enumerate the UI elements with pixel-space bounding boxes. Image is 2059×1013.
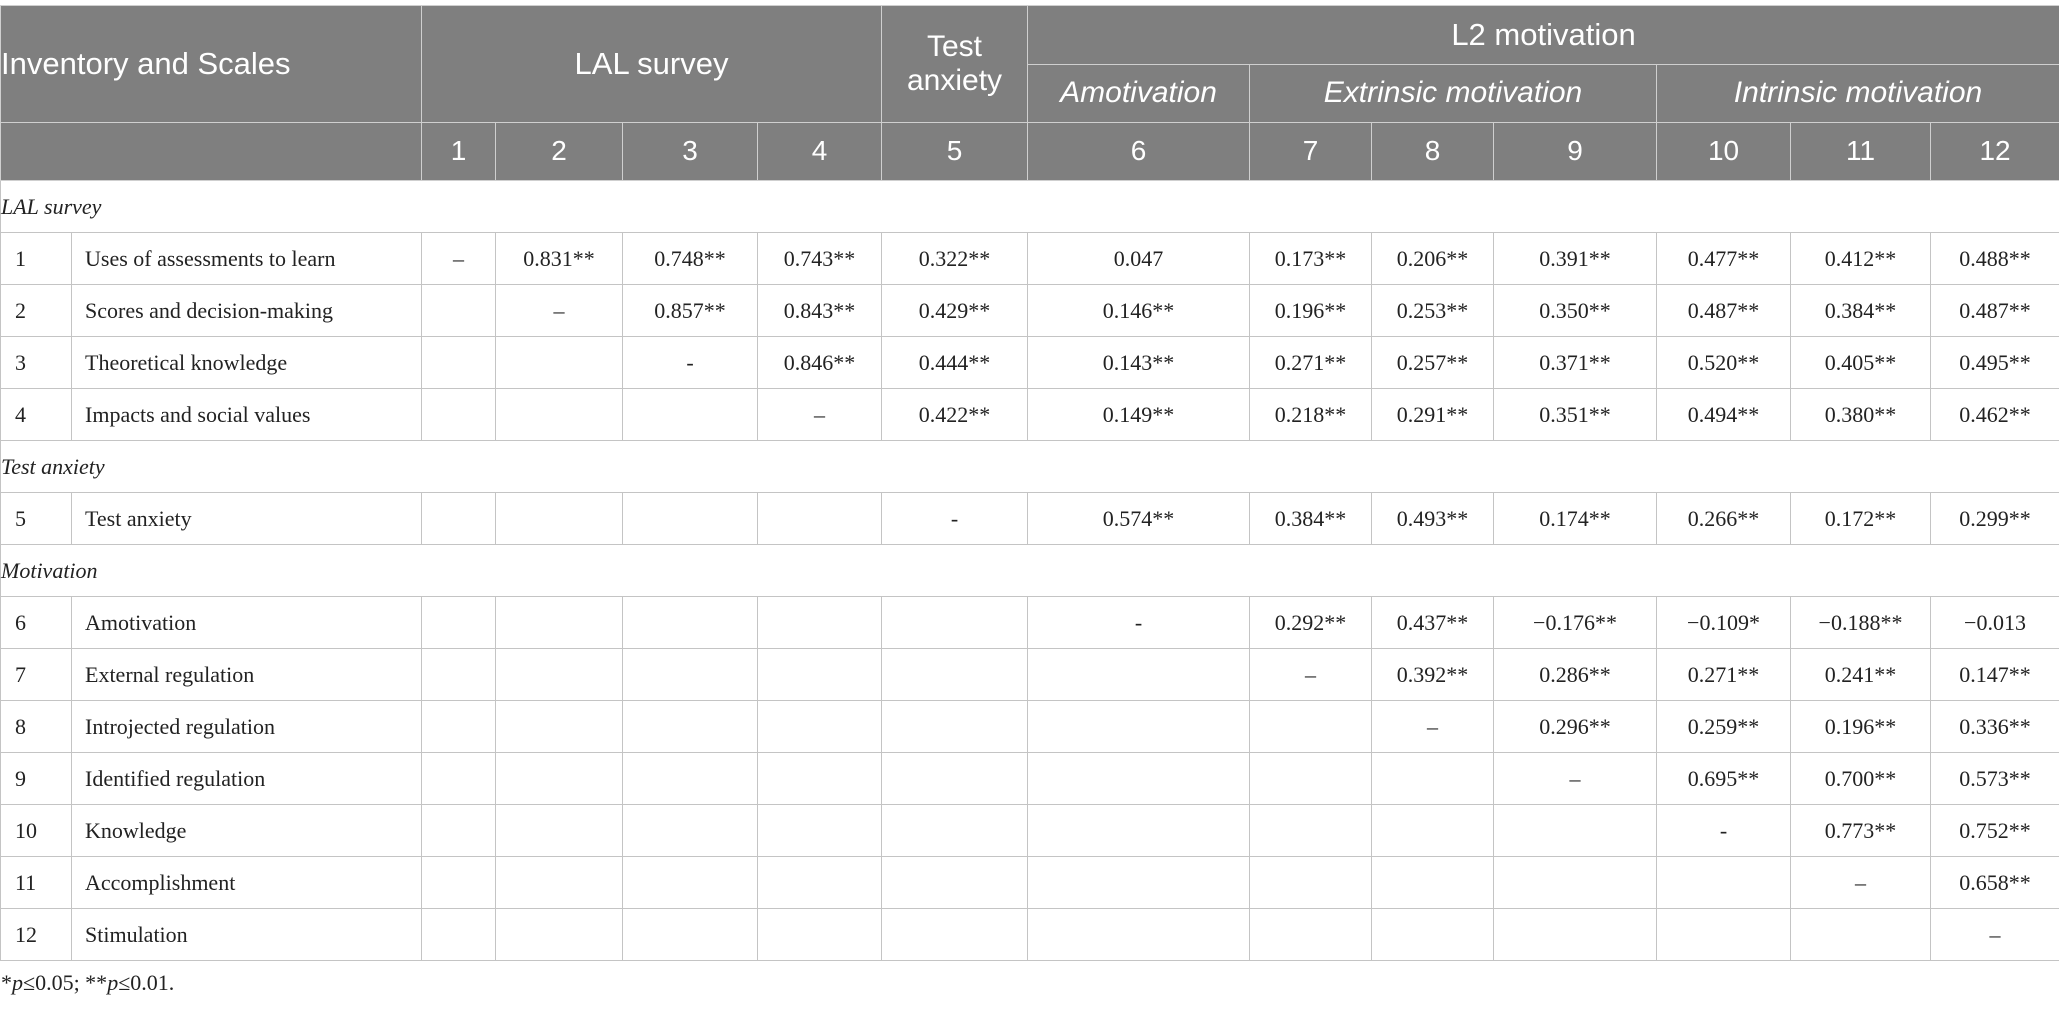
row-scale-name: Accomplishment (72, 857, 422, 909)
col-number: 12 (1931, 123, 2059, 181)
col-number: 2 (496, 123, 623, 181)
correlation-cell (758, 753, 882, 805)
correlation-cell: −0.013 (1931, 597, 2059, 649)
l2-motivation-header: L2 motivation (1028, 6, 2059, 65)
correlation-cell: 0.391** (1494, 233, 1657, 285)
correlation-cell: 0.241** (1791, 649, 1931, 701)
correlation-cell: – (1931, 909, 2059, 961)
correlation-cell (422, 753, 496, 805)
table-row (1, 857, 2059, 909)
correlation-cell: 0.286** (1494, 649, 1657, 701)
row-scale-name: Theoretical knowledge (72, 337, 422, 389)
correlation-cell (422, 909, 496, 961)
table-row (1, 753, 2059, 805)
correlation-cell (623, 701, 758, 753)
correlation-cell: 0.743** (758, 233, 882, 285)
row-scale-name: Impacts and social values (72, 389, 422, 441)
correlation-cell: 0.748** (623, 233, 758, 285)
table-row (1, 701, 2059, 753)
correlation-cell: 0.218** (1250, 389, 1372, 441)
table-row (1, 493, 2059, 545)
correlation-cell (422, 649, 496, 701)
correlation-cell (623, 753, 758, 805)
correlation-cell (1791, 909, 1931, 961)
correlation-cell: 0.405** (1791, 337, 1931, 389)
correlation-cell (882, 805, 1028, 857)
row-scale-name: Knowledge (72, 805, 422, 857)
correlation-cell: 0.422** (882, 389, 1028, 441)
table-body (1, 181, 2059, 961)
correlation-cell (882, 753, 1028, 805)
correlation-cell: 0.429** (882, 285, 1028, 337)
table-row (1, 233, 2059, 285)
table-row (1, 285, 2059, 337)
correlation-cell (758, 649, 882, 701)
correlation-table (0, 5, 2059, 961)
section-row (1, 181, 2059, 233)
correlation-cell: – (758, 389, 882, 441)
col-number: 9 (1494, 123, 1657, 181)
row-number: 12 (1, 909, 72, 961)
correlation-cell: 0.351** (1494, 389, 1657, 441)
correlation-cell: 0.322** (882, 233, 1028, 285)
correlation-cell: 0.700** (1791, 753, 1931, 805)
row-number: 4 (1, 389, 72, 441)
correlation-cell (623, 649, 758, 701)
correlation-cell (623, 389, 758, 441)
correlation-cell: 0.173** (1250, 233, 1372, 285)
correlation-cell: 0.253** (1372, 285, 1494, 337)
col-number: 6 (1028, 123, 1250, 181)
inventory-header: Inventory and Scales (1, 6, 422, 123)
correlation-cell: 0.495** (1931, 337, 2059, 389)
correlation-cell: 0.437** (1372, 597, 1494, 649)
correlation-cell (496, 597, 623, 649)
row-number: 11 (1, 857, 72, 909)
correlation-cell (882, 909, 1028, 961)
section-row (1, 545, 2059, 597)
correlation-cell (496, 649, 623, 701)
row-scale-name: Uses of assessments to learn (72, 233, 422, 285)
col-number: 1 (422, 123, 496, 181)
correlation-cell (758, 857, 882, 909)
correlation-cell (1028, 857, 1250, 909)
correlation-cell (422, 701, 496, 753)
correlation-cell (422, 597, 496, 649)
correlation-cell: 0.493** (1372, 493, 1494, 545)
correlation-cell (422, 285, 496, 337)
section-label: Motivation (1, 545, 2059, 597)
correlation-cell: 0.520** (1657, 337, 1791, 389)
correlation-cell (1028, 909, 1250, 961)
row-number: 5 (1, 493, 72, 545)
correlation-cell: 0.831** (496, 233, 623, 285)
correlation-cell (882, 857, 1028, 909)
lal-survey-header: LAL survey (422, 6, 882, 123)
correlation-cell: −0.176** (1494, 597, 1657, 649)
corner-cell (1, 123, 422, 181)
row-number: 6 (1, 597, 72, 649)
correlation-cell (496, 857, 623, 909)
col-number: 3 (623, 123, 758, 181)
correlation-cell: - (1028, 597, 1250, 649)
correlation-cell: 0.259** (1657, 701, 1791, 753)
correlation-cell (1657, 909, 1791, 961)
correlation-cell (496, 493, 623, 545)
note-text: ≤0.05; ** (23, 970, 108, 995)
row-scale-name: Identified regulation (72, 753, 422, 805)
correlation-cell (422, 389, 496, 441)
row-number: 8 (1, 701, 72, 753)
correlation-cell: 0.392** (1372, 649, 1494, 701)
extrinsic-motivation-header: Extrinsic motivation (1250, 65, 1657, 123)
correlation-cell: 0.047 (1028, 233, 1250, 285)
row-scale-name: Scores and decision-making (72, 285, 422, 337)
note-p: p (107, 970, 119, 995)
correlation-cell (882, 649, 1028, 701)
correlation-cell (623, 493, 758, 545)
correlation-cell: 0.196** (1250, 285, 1372, 337)
section-label: Test anxiety (1, 441, 2059, 493)
correlation-cell: 0.291** (1372, 389, 1494, 441)
correlation-cell (1250, 753, 1372, 805)
correlation-cell (1250, 857, 1372, 909)
correlation-cell: 0.206** (1372, 233, 1494, 285)
table-row (1, 649, 2059, 701)
correlation-cell: 0.299** (1931, 493, 2059, 545)
correlation-cell (1250, 805, 1372, 857)
correlation-cell: −0.188** (1791, 597, 1931, 649)
correlation-cell: – (422, 233, 496, 285)
correlation-cell: 0.857** (623, 285, 758, 337)
correlation-cell: 0.271** (1657, 649, 1791, 701)
correlation-cell (1372, 857, 1494, 909)
correlation-cell (1028, 649, 1250, 701)
correlation-cell: – (1791, 857, 1931, 909)
correlation-cell (496, 337, 623, 389)
correlation-cell: 0.143** (1028, 337, 1250, 389)
correlation-cell (882, 701, 1028, 753)
correlation-cell: 0.752** (1931, 805, 2059, 857)
table-row (1, 389, 2059, 441)
correlation-cell: 0.371** (1494, 337, 1657, 389)
correlation-cell (1250, 909, 1372, 961)
correlation-cell: 0.146** (1028, 285, 1250, 337)
correlation-cell: 0.350** (1494, 285, 1657, 337)
correlation-cell (758, 909, 882, 961)
correlation-cell: 0.196** (1791, 701, 1931, 753)
table-row (1, 909, 2059, 961)
correlation-cell: 0.292** (1250, 597, 1372, 649)
col-number: 5 (882, 123, 1028, 181)
correlation-cell: 0.843** (758, 285, 882, 337)
correlation-cell (496, 805, 623, 857)
correlation-cell: −0.109* (1657, 597, 1791, 649)
row-scale-name: External regulation (72, 649, 422, 701)
table-row (1, 337, 2059, 389)
table-row (1, 805, 2059, 857)
section-label: LAL survey (1, 181, 2059, 233)
correlation-cell (496, 701, 623, 753)
correlation-cell: 0.380** (1791, 389, 1931, 441)
intrinsic-motivation-header: Intrinsic motivation (1657, 65, 2059, 123)
correlation-cell (1250, 701, 1372, 753)
correlation-cell (1372, 805, 1494, 857)
correlation-cell: 0.846** (758, 337, 882, 389)
row-scale-name: Test anxiety (72, 493, 422, 545)
col-number: 11 (1791, 123, 1931, 181)
table-header (1, 6, 2059, 181)
correlation-cell (1372, 909, 1494, 961)
correlation-cell (422, 805, 496, 857)
correlation-cell (1028, 701, 1250, 753)
correlation-cell: - (882, 493, 1028, 545)
test-anxiety-header: Test anxiety (882, 6, 1028, 123)
correlation-cell: 0.487** (1931, 285, 2059, 337)
correlation-cell (1028, 753, 1250, 805)
note-p: p (12, 970, 23, 995)
note-text: ≤0.01. (118, 970, 175, 995)
correlation-cell: 0.658** (1931, 857, 2059, 909)
correlation-cell: 0.573** (1931, 753, 2059, 805)
correlation-cell (496, 389, 623, 441)
row-number: 1 (1, 233, 72, 285)
column-number-row (1, 123, 2059, 181)
correlation-cell: 0.462** (1931, 389, 2059, 441)
row-number: 7 (1, 649, 72, 701)
correlation-cell: – (1494, 753, 1657, 805)
correlation-cell: 0.574** (1028, 493, 1250, 545)
correlation-cell: 0.266** (1657, 493, 1791, 545)
correlation-cell: 0.296** (1494, 701, 1657, 753)
correlation-cell (758, 597, 882, 649)
correlation-cell (882, 597, 1028, 649)
correlation-cell (758, 701, 882, 753)
correlation-cell: - (1657, 805, 1791, 857)
row-scale-name: Introjected regulation (72, 701, 422, 753)
correlation-cell: 0.384** (1791, 285, 1931, 337)
correlation-cell (623, 909, 758, 961)
correlation-cell (422, 857, 496, 909)
note-star: * (1, 970, 12, 995)
row-number: 9 (1, 753, 72, 805)
correlation-cell: 0.149** (1028, 389, 1250, 441)
correlation-cell: 0.174** (1494, 493, 1657, 545)
section-row (1, 441, 2059, 493)
correlation-cell (422, 493, 496, 545)
correlation-cell: - (623, 337, 758, 389)
correlation-cell: 0.444** (882, 337, 1028, 389)
correlation-cell: 0.336** (1931, 701, 2059, 753)
correlation-cell (623, 597, 758, 649)
correlation-cell: 0.384** (1250, 493, 1372, 545)
amotivation-header: Amotivation (1028, 65, 1250, 123)
row-number: 2 (1, 285, 72, 337)
correlation-cell (1028, 805, 1250, 857)
correlation-cell: 0.412** (1791, 233, 1931, 285)
row-number: 3 (1, 337, 72, 389)
correlation-cell (1372, 753, 1494, 805)
correlation-cell (496, 753, 623, 805)
row-number: 10 (1, 805, 72, 857)
correlation-cell: 0.494** (1657, 389, 1791, 441)
correlation-cell: 0.172** (1791, 493, 1931, 545)
row-scale-name: Stimulation (72, 909, 422, 961)
correlation-cell (623, 805, 758, 857)
correlation-cell: 0.695** (1657, 753, 1791, 805)
correlation-cell: – (496, 285, 623, 337)
correlation-cell (623, 857, 758, 909)
correlation-cell: – (1372, 701, 1494, 753)
correlation-cell (758, 493, 882, 545)
correlation-cell (1657, 857, 1791, 909)
col-number: 7 (1250, 123, 1372, 181)
correlation-cell: 0.147** (1931, 649, 2059, 701)
correlation-cell: 0.271** (1250, 337, 1372, 389)
table-row (1, 597, 2059, 649)
correlation-cell: 0.488** (1931, 233, 2059, 285)
col-number: 8 (1372, 123, 1494, 181)
correlation-cell (1494, 805, 1657, 857)
correlation-cell: 0.773** (1791, 805, 1931, 857)
correlation-cell: – (1250, 649, 1372, 701)
correlation-cell (758, 805, 882, 857)
correlation-cell: 0.477** (1657, 233, 1791, 285)
correlation-cell: 0.257** (1372, 337, 1494, 389)
correlation-cell (1494, 857, 1657, 909)
correlation-cell (422, 337, 496, 389)
col-number: 4 (758, 123, 882, 181)
correlation-cell: 0.487** (1657, 285, 1791, 337)
significance-note (1, 970, 174, 996)
correlation-cell (1494, 909, 1657, 961)
row-scale-name: Amotivation (72, 597, 422, 649)
col-number: 10 (1657, 123, 1791, 181)
correlation-cell (496, 909, 623, 961)
